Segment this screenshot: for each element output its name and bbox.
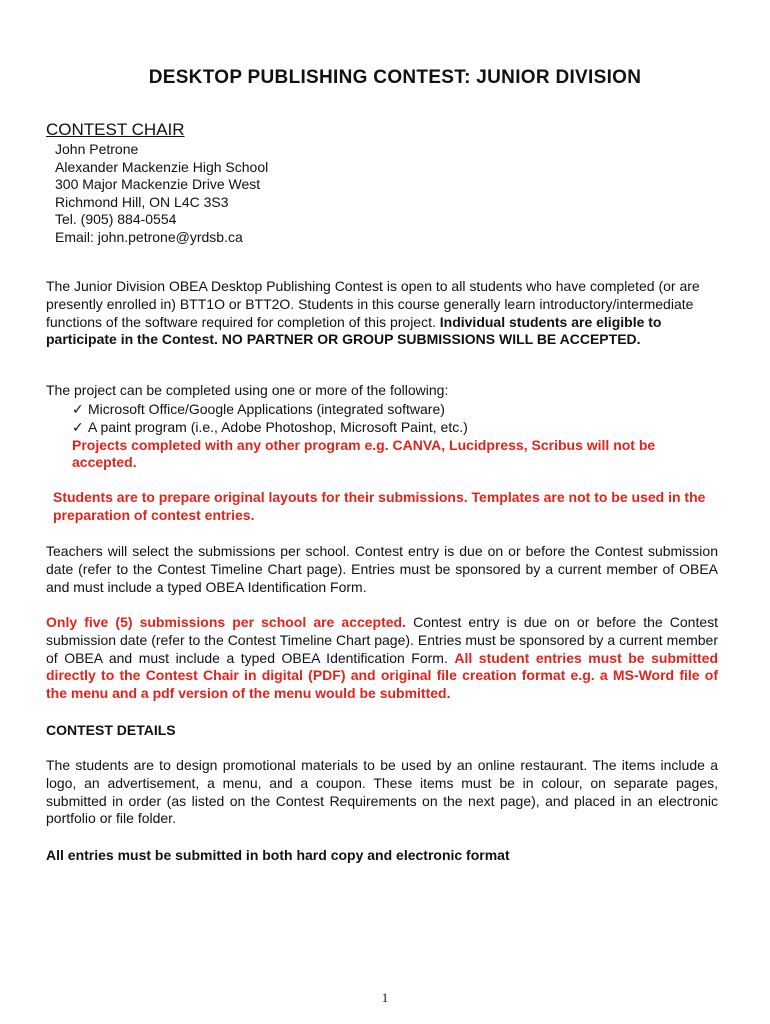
submission-format-note: All student entries must be submitted directly to the Contest Chair in digital (PDF) and original file creation format e.g. a MS-Word file of the menu and a pdf version of the menu would be submitted. [46,649,718,702]
chair-email: Email: john.petrone@yrdsb.ca [55,228,243,245]
checkmark-icon: ✓ [72,401,84,417]
chair-name: John Petrone [55,141,139,157]
contest-chair-heading: CONTEST CHAIR [46,120,185,139]
chair-address: 300 Major Mackenzie Drive West [55,176,261,193]
software-list [72,401,712,472]
page-number: 1 [381,990,389,1005]
software-intro: The project can be completed using one or more of the following: [46,382,449,398]
contest-details-heading: CONTEST DETAILS [46,722,176,738]
chair-phone: Tel. (905) 884-0554 [55,211,177,228]
teachers-paragraph: Teachers will select the submissions per school. Contest entry is due on or before the Contest submission date (refer to the Contest Timeline Chart page). Entries must be sponsored by a current member of OBEA and must include a typed OBEA Identification Form. [46,543,718,595]
entries-format-note: All entries must be submitted in both hard copy and electronic format [46,847,510,863]
list-item [72,419,712,437]
intro-text: The Junior Division OBEA Desktop Publishing Contest is open to all students who have completed (or are presently enrolled in) BTT1O or BTT2O. Students in this course generally learn introductory/intermediate functions of the software required for completion of this project. [46,278,700,330]
chair-city: Richmond Hill, ON L4C 3S3 [55,193,229,210]
original-layouts-note: Students are to prepare original layouts for their submissions. Templates are not to be used in the preparation of contest entries. [53,489,706,523]
checkmark-icon: ✓ [72,418,84,435]
document-title: DESKTOP PUBLISHING CONTEST: JUNIOR DIVISION [148,67,642,88]
intro-eligibility-note: Individual students are eligible to participate in the Contest. NO PARTNER OR GROUP SUBMISSIONS WILL BE ACCEPTED. [46,313,662,348]
submissions-limit-note: Only five (5) submissions per school are accepted. [46,614,407,630]
software-warning: Projects completed with any other program e.g. CANVA, Lucidpress, Scribus will not be accepted. [72,436,656,471]
contest-chair-contact [55,141,268,247]
software-item-label: Microsoft Office/Google Applications (integrated software) [88,401,445,417]
chair-school: Alexander Mackenzie High School [55,158,269,175]
list-item [72,401,712,419]
software-item-label: A paint program (i.e., Adobe Photoshop, Microsoft Paint, etc.) [88,418,468,435]
contest-details-paragraph: The students are to design promotional materials to be used by an online restaurant. The items include a logo, an advertisement, a menu, and a coupon. These items must be in colour, on separate pages, submitted in order (as listed on the Contest Requirements on the next page), and placed in an electronic portfolio or file folder. [46,757,718,827]
submissions-paragraph [46,614,718,703]
intro-paragraph [46,278,718,349]
submissions-text: Contest entry is due on or before the Contest submission date (refer to the Contest Timeline Chart page). Entries must be sponsored by a current member of OBEA and must include a typed OBEA Identification Form. [46,614,719,666]
